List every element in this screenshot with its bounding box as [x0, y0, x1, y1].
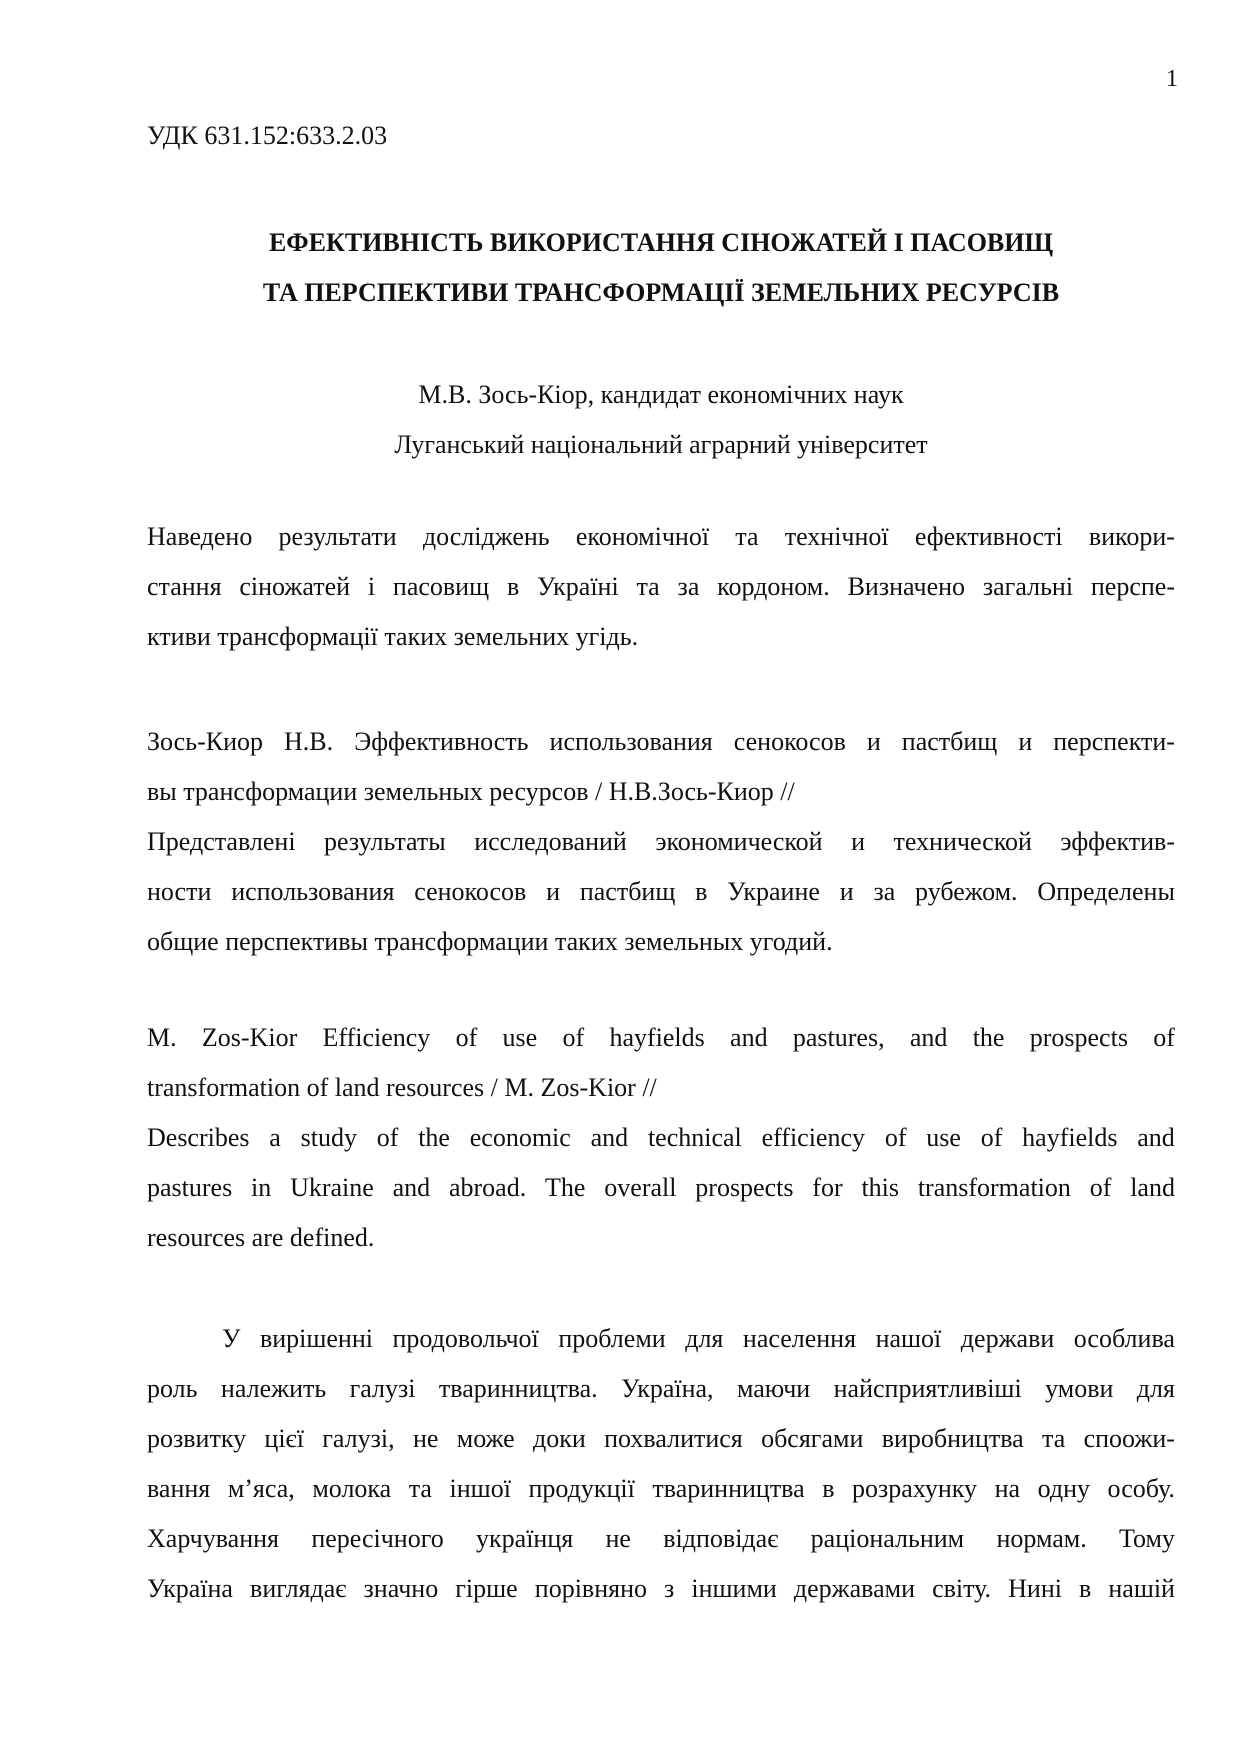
abstract-en-line: transformation of land resources / M. Zos-Kior // [147, 1073, 657, 1102]
word: державами [793, 1574, 916, 1603]
word: a [269, 1123, 281, 1152]
word: of [562, 1023, 585, 1052]
word: hayfields [609, 1023, 705, 1052]
word: розрахунку [852, 1474, 978, 1503]
word: за [873, 877, 896, 906]
word: Efficiency [322, 1023, 431, 1052]
word: исследований [474, 827, 627, 856]
author-block [147, 370, 1175, 470]
word: для [1136, 1374, 1175, 1403]
word: одну [1037, 1474, 1090, 1503]
word: пастбищ [901, 727, 998, 756]
word: тваринництва. [438, 1374, 598, 1403]
word: для [685, 1324, 724, 1353]
word: галузі, [322, 1424, 395, 1453]
word: обсягами [761, 1424, 864, 1453]
abstract-en-line [147, 1113, 1175, 1163]
word: вання [147, 1474, 211, 1503]
word: and [590, 1123, 629, 1152]
word: не [605, 1524, 631, 1553]
word: доки [533, 1424, 586, 1453]
word: економічної [575, 522, 710, 551]
abstract-ukrainian [147, 512, 1175, 662]
word: of [455, 1023, 478, 1052]
word: в [695, 877, 708, 906]
word: Украине [727, 877, 820, 906]
word: нормам. [996, 1524, 1087, 1553]
word: та [1042, 1424, 1066, 1453]
word: Zos-Kior [201, 1023, 298, 1052]
word: викори- [1088, 522, 1175, 551]
article-title [147, 218, 1175, 318]
abstract-en-line: resources are defined. [147, 1223, 375, 1252]
word: особу. [1107, 1474, 1175, 1503]
word: іншої [449, 1474, 511, 1503]
word: та [735, 522, 759, 551]
word: нашій [1108, 1574, 1175, 1603]
word: Describes [147, 1123, 250, 1152]
word: The [545, 1173, 586, 1202]
word: экономической [655, 827, 823, 856]
word: сіножатей [239, 572, 351, 601]
word: in [251, 1173, 272, 1202]
word: efficiency [761, 1123, 866, 1152]
word: за [677, 572, 700, 601]
word: prospects [695, 1173, 794, 1202]
word: transformation [917, 1173, 1071, 1202]
word: ности [147, 877, 212, 906]
word: overall [604, 1173, 677, 1202]
word: проблеми [558, 1324, 666, 1353]
word: розвитку [147, 1424, 247, 1453]
word: сенокосов [414, 877, 527, 906]
word: раціональним [810, 1524, 965, 1553]
word: Зось-Киор [147, 727, 263, 756]
word: Наведено [147, 522, 253, 551]
word: з [664, 1574, 675, 1603]
word: abroad. [448, 1173, 527, 1202]
word: відповідає [663, 1524, 779, 1553]
word: виглядає [250, 1574, 347, 1603]
word: українця [476, 1524, 574, 1553]
word: and [909, 1023, 948, 1052]
word: пастбищ [579, 877, 676, 906]
word: of [1153, 1023, 1175, 1052]
word: land [1130, 1173, 1175, 1202]
word: Україна [147, 1574, 233, 1603]
word: the [418, 1123, 450, 1152]
word: эффектив- [1060, 827, 1175, 856]
word: похвалитися [604, 1424, 743, 1453]
word: стання [147, 572, 222, 601]
word: та [636, 572, 660, 601]
word: держави [960, 1324, 1055, 1353]
word: може [456, 1424, 515, 1453]
word: study [300, 1123, 357, 1152]
word: результаты [324, 827, 446, 856]
word: У [222, 1324, 241, 1353]
word: Н.В. [283, 727, 334, 756]
word: use [926, 1123, 961, 1152]
page-number: 1 [1166, 66, 1178, 92]
title-line-2: ТА ПЕРСПЕКТИВИ ТРАНСФОРМАЦІЇ ЗЕМЕЛЬНИХ РЕСУРСІВ [262, 278, 1060, 307]
word: не [412, 1424, 439, 1453]
word: умови [1045, 1374, 1114, 1403]
word: іншими [691, 1574, 777, 1603]
word: prospects [1029, 1023, 1128, 1052]
word: молока [312, 1474, 392, 1503]
body-paragraph [147, 1314, 1175, 1614]
word: значно [363, 1574, 439, 1603]
word: of [1089, 1173, 1112, 1202]
word: for [812, 1173, 843, 1202]
word: гірше [455, 1574, 518, 1603]
word: Харчування [147, 1524, 280, 1553]
title-line-1: ЕФЕКТИВНІСТЬ ВИКОРИСТАННЯ СІНОЖАТЕЙ І ПАСОВИЩ [268, 228, 1054, 257]
word: технической [893, 827, 1032, 856]
word: перспе- [1090, 572, 1175, 601]
word: использования [231, 877, 395, 906]
body-line [147, 1414, 1175, 1464]
abstract-ru-line [147, 717, 1175, 767]
word: of [980, 1123, 1003, 1152]
word: economic [469, 1123, 571, 1152]
word: результати [278, 522, 397, 551]
body-line [147, 1464, 1175, 1514]
word: and [730, 1023, 768, 1052]
author-affiliation: Луганський національний аграрний університет [394, 430, 928, 459]
abstract-en-line [147, 1013, 1175, 1063]
word: this [861, 1173, 900, 1202]
word: of [376, 1123, 399, 1152]
word: и [851, 827, 866, 856]
abstract-ru-line [147, 817, 1175, 867]
abstract-russian [147, 717, 1175, 967]
word: в [506, 572, 520, 601]
word: галузі [349, 1374, 416, 1403]
word: pastures, [792, 1023, 885, 1052]
abstract-uk-line: ктиви трансформації таких земельних угідь. [147, 622, 639, 651]
word: и [1018, 727, 1033, 756]
word: продукції [528, 1474, 635, 1503]
word: and [392, 1173, 431, 1202]
word: тваринництва [652, 1474, 805, 1503]
word: Тому [1119, 1524, 1175, 1553]
word: и [546, 877, 561, 906]
word: пересічного [311, 1524, 444, 1553]
word: технічної [784, 522, 889, 551]
abstract-english [147, 1013, 1175, 1263]
word: роль [147, 1374, 198, 1403]
word: населення [742, 1324, 857, 1353]
word: Україна, [621, 1374, 714, 1403]
word: порівняно [534, 1574, 647, 1603]
word: в [822, 1474, 835, 1503]
word: pastures [147, 1173, 233, 1202]
word: hayfields [1022, 1123, 1118, 1152]
word: продовольчої [392, 1324, 539, 1353]
word: цієї [264, 1424, 304, 1453]
word: использования [549, 727, 713, 756]
word: перспекти- [1053, 727, 1175, 756]
word: Україні [537, 572, 619, 601]
word: technical [647, 1123, 742, 1152]
word: Определены [1037, 877, 1175, 906]
word: світу. [932, 1574, 992, 1603]
word: споожи- [1083, 1424, 1175, 1453]
word: пасовищ [392, 572, 490, 601]
word: м’яса, [227, 1474, 295, 1503]
abstract-uk-line [147, 512, 1175, 562]
word: загальні [982, 572, 1074, 601]
word: the [972, 1023, 1005, 1052]
word: рубежом. [915, 877, 1018, 906]
word: нашої [875, 1324, 942, 1353]
word: в [1079, 1574, 1092, 1603]
body-line [147, 1514, 1175, 1564]
word: та [408, 1474, 432, 1503]
word: and [1137, 1123, 1175, 1152]
word: Представлені [147, 827, 296, 856]
word: Визначено [847, 572, 966, 601]
word: належить [220, 1374, 327, 1403]
word: особлива [1073, 1324, 1175, 1353]
word: Нині [1008, 1574, 1062, 1603]
word: сенокосов [733, 727, 846, 756]
word: і [367, 572, 376, 601]
abstract-ru-line: общие перспективы трансформации таких земельных угодий. [147, 927, 833, 956]
word: найсприятливіші [833, 1374, 1022, 1403]
udk-code: УДК 631.152:633.2.03 [147, 121, 388, 150]
word: ефективності [914, 522, 1063, 551]
word: кордоном. [717, 572, 830, 601]
abstract-en-line [147, 1163, 1175, 1213]
word: Эффективность [354, 727, 529, 756]
word: и [839, 877, 854, 906]
body-line [147, 1314, 1175, 1364]
word: use [502, 1023, 538, 1052]
author-name: М.В. Зось-Кіор, кандидат економічних наук [418, 380, 904, 409]
word: вирішенні [259, 1324, 373, 1353]
word: и [866, 727, 881, 756]
abstract-ru-line [147, 867, 1175, 917]
body-line [147, 1564, 1175, 1614]
word: виробництва [881, 1424, 1024, 1453]
word: of [884, 1123, 907, 1152]
body-line [147, 1364, 1175, 1414]
word: M. [147, 1023, 177, 1052]
abstract-uk-line [147, 562, 1175, 612]
word: на [994, 1474, 1021, 1503]
word: досліджень [422, 522, 550, 551]
abstract-ru-line: вы трансформации земельных ресурсов / Н.В.Зось-Киор // [147, 777, 795, 806]
word: маючи [736, 1374, 811, 1403]
word: Ukraine [290, 1173, 374, 1202]
